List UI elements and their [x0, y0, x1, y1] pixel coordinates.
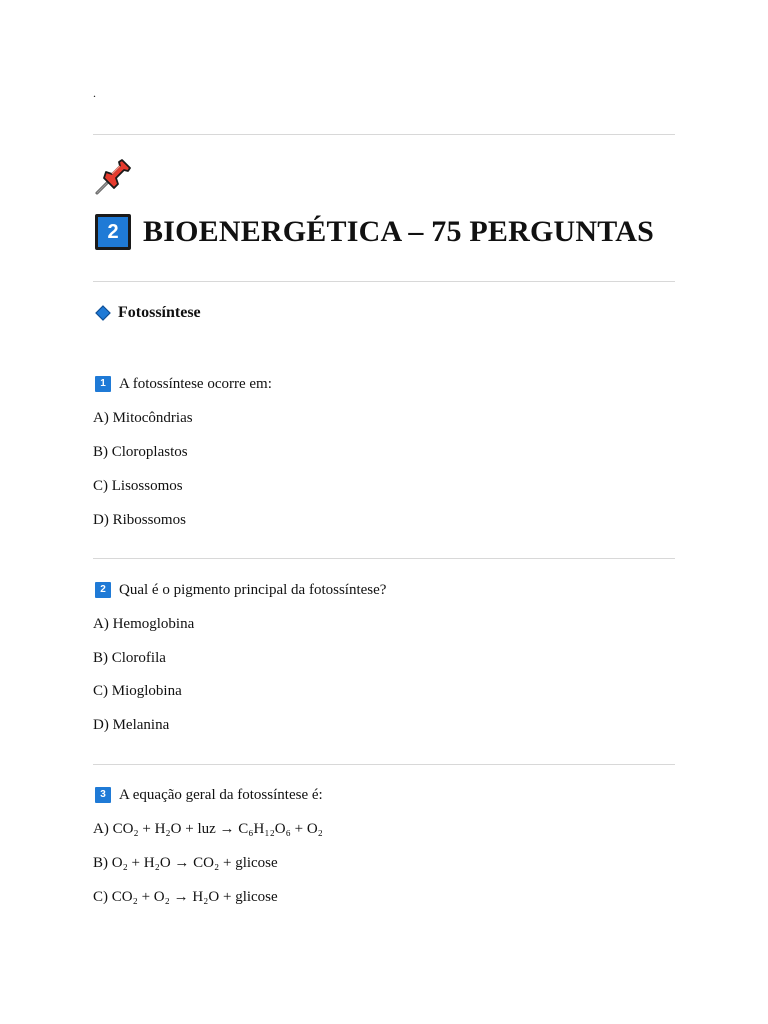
question-divider: [93, 764, 675, 765]
heading-number-badge: 2: [95, 214, 131, 250]
question-number-badge: 2: [95, 582, 111, 598]
top-divider: [93, 134, 675, 135]
answer-option: A) CO₂ + H₂O + luz → C₆H₁₂O₆ + O₂: [93, 821, 323, 837]
answer-option: D) Melanina: [93, 717, 170, 733]
question-3: [93, 785, 323, 805]
page-title: BIOENERGÉTICA – 75 PERGUNTAS: [143, 215, 654, 248]
section-title: Fotossíntese: [118, 304, 201, 321]
question-number-badge: 1: [95, 376, 111, 392]
answer-option: B) Clorofila: [93, 650, 166, 666]
answer-option: B) Cloroplastos: [93, 444, 188, 460]
pushpin-icon: [94, 158, 134, 196]
question-divider: [93, 558, 675, 559]
answer-option: C) Mioglobina: [93, 683, 182, 699]
answer-option: A) Mitocôndrias: [93, 410, 193, 426]
heading-divider: [93, 281, 675, 282]
question-text: Qual é o pigmento principal da fotossíntese?: [119, 582, 387, 598]
question-text: A equação geral da fotossíntese é:: [119, 787, 323, 803]
answer-option: C) CO₂ + O₂ → H₂O + glicose: [93, 889, 278, 905]
answer-option: A) Hemoglobina: [93, 616, 195, 632]
answer-option: D) Ribossomos: [93, 512, 186, 528]
question-2: [93, 580, 386, 600]
main-heading: [95, 212, 654, 252]
answer-option: C) Lisossomos: [93, 478, 183, 494]
answer-option: B) O₂ + H₂O → CO₂ + glicose: [93, 855, 278, 871]
blue-diamond-icon: [95, 305, 111, 321]
section-header: [95, 302, 201, 324]
question-text: A fotossíntese ocorre em:: [119, 376, 272, 392]
top-dot-mark: .: [93, 86, 96, 100]
question-1: [93, 374, 272, 394]
question-number-badge: 3: [95, 787, 111, 803]
